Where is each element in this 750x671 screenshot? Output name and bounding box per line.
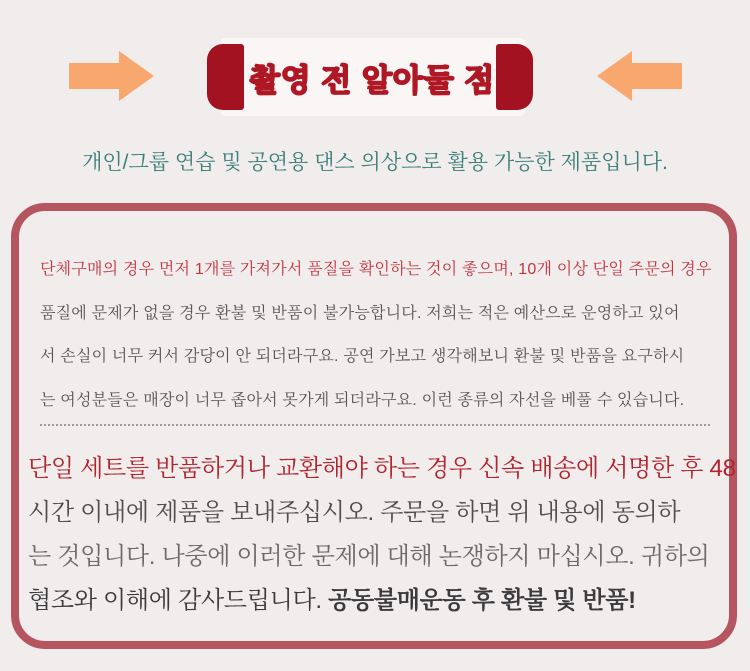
policy-line: 는 것입니다. 나중에 이러한 문제에 대해 논쟁하지 마십시오. 귀하의: [28, 543, 710, 570]
policy-line: 시간 이내에 제품을 보내주십시오. 주문을 하면 위 내용에 동의하: [28, 499, 681, 526]
dotted-divider: [40, 424, 710, 426]
policy-line: 단일 세트를 반품하거나 교환해야 하는 경우 신속 배송에 서명한 후 48: [28, 455, 736, 482]
paragraph-line: 단체구매의 경우 먼저 1개를 가져가서 품질을 확인하는 것이 좋으며, 10개 이상 단일 주문의 경우: [40, 261, 712, 278]
return-policy-paragraph: [28, 447, 736, 623]
policy-line-last: [28, 579, 728, 623]
paragraph-line: 서 손실이 너무 커서 감당이 안 되더라구요. 공연 가보고 생각해보니 환불 및 반품을 요구하시: [40, 348, 685, 365]
policy-line-bold: 공동불매운동 후 환불 및 반품!: [328, 587, 636, 614]
banner-title: 촬영 전 알아둘 점: [249, 62, 496, 98]
policy-line-normal: 협조와 이해에 감사드립니다.: [28, 587, 329, 614]
group-purchase-paragraph: [40, 248, 720, 422]
arrow-right-icon: [69, 51, 154, 106]
arrow-right-shape: [69, 51, 154, 101]
paragraph-line: 는 여성분들은 매장이 너무 좁아서 못가게 되더라구요. 이런 종류의 자선을 베풀 수 있습니다.: [40, 391, 685, 409]
notice-box: [11, 203, 737, 649]
paragraph-line: 품질에 문제가 없을 경우 환불 및 반품이 불가능합니다. 저희는 적은 예산으로 운영하고 있어: [40, 304, 680, 322]
product-use-subtitle: 개인/그룹 연습 및 공연용 댄스 의상으로 활용 가능한 제품입니다.: [82, 151, 668, 174]
arrow-left-icon: [597, 51, 682, 106]
arrow-left-shape: [597, 51, 682, 101]
